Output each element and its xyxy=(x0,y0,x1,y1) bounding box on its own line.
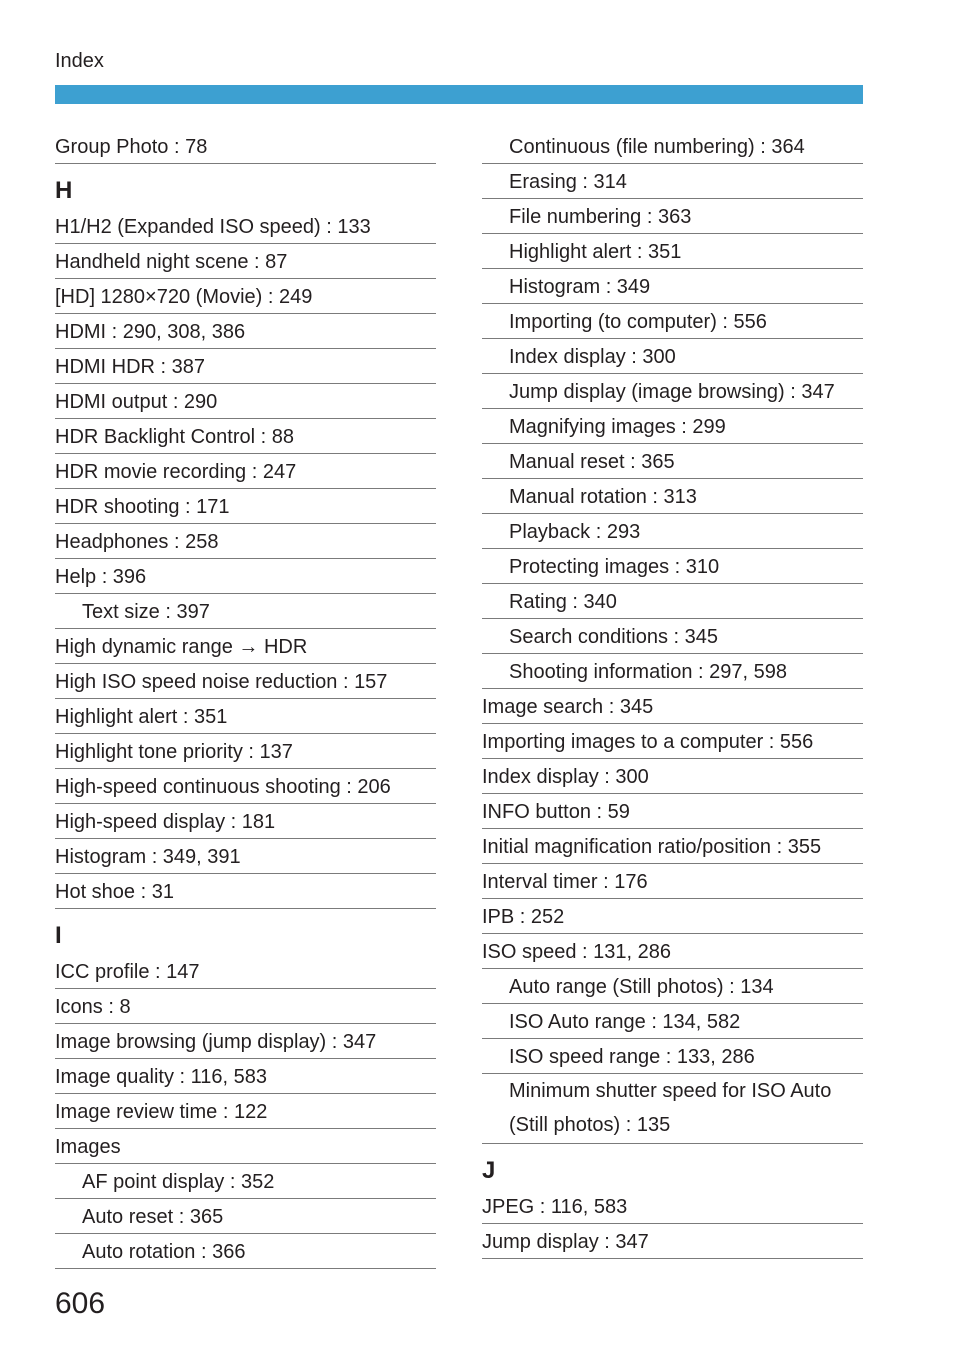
index-entry: ICC profile : 147 xyxy=(55,954,436,989)
index-entry: [HD] 1280×720 (Movie) : 249 xyxy=(55,279,436,314)
index-subentry: Index display : 300 xyxy=(482,339,863,374)
index-entry: HDR shooting : 171 xyxy=(55,489,436,524)
index-entry: High-speed display : 181 xyxy=(55,804,436,839)
index-entry: Interval timer : 176 xyxy=(482,864,863,899)
index-entry: HDMI HDR : 387 xyxy=(55,349,436,384)
index-subentry: Playback : 293 xyxy=(482,514,863,549)
index-entry: Group Photo : 78 xyxy=(55,129,436,164)
index-subentry: Highlight alert : 351 xyxy=(482,234,863,269)
index-subentry: ISO Auto range : 134, 582 xyxy=(482,1004,863,1039)
index-entry: Jump display : 347 xyxy=(482,1224,863,1259)
index-entry: Icons : 8 xyxy=(55,989,436,1024)
index-entry: High-speed continuous shooting : 206 xyxy=(55,769,436,804)
index-subentry: File numbering : 363 xyxy=(482,199,863,234)
index-entry: Highlight alert : 351 xyxy=(55,699,436,734)
index-subentry: Rating : 340 xyxy=(482,584,863,619)
index-column-right xyxy=(482,129,863,1259)
index-column-left xyxy=(55,129,436,1269)
index-entry: Initial magnification ratio/position : 355 xyxy=(482,829,863,864)
index-entry: Images xyxy=(55,1129,436,1164)
index-entry: Hot shoe : 31 xyxy=(55,874,436,909)
index-entry: Headphones : 258 xyxy=(55,524,436,559)
index-subentry-line: (Still photos) : 135 xyxy=(509,1114,671,1136)
index-letter-heading: I xyxy=(55,922,62,949)
section-label: Index xyxy=(55,50,104,72)
index-entry: H1/H2 (Expanded ISO speed) : 133 xyxy=(55,209,436,244)
index-entry: HDR Backlight Control : 88 xyxy=(55,419,436,454)
index-entry: INFO button : 59 xyxy=(482,794,863,829)
index-subentry xyxy=(482,1074,863,1144)
index-entry: Highlight tone priority : 137 xyxy=(55,734,436,769)
header-color-bar xyxy=(55,85,863,104)
index-entry: ISO speed : 131, 286 xyxy=(482,934,863,969)
index-subentry: Shooting information : 297, 598 xyxy=(482,654,863,689)
index-subentry: Continuous (file numbering) : 364 xyxy=(482,129,863,164)
index-entry: Importing images to a computer : 556 xyxy=(482,724,863,759)
index-subentry: Auto range (Still photos) : 134 xyxy=(482,969,863,1004)
index-subentry: Search conditions : 345 xyxy=(482,619,863,654)
index-entry: HDMI output : 290 xyxy=(55,384,436,419)
index-subentry: Histogram : 349 xyxy=(482,269,863,304)
index-subentry: Erasing : 314 xyxy=(482,164,863,199)
index-subentry: Manual reset : 365 xyxy=(482,444,863,479)
index-letter-heading: H xyxy=(55,177,73,204)
index-entry: HDMI : 290, 308, 386 xyxy=(55,314,436,349)
index-letter-heading: J xyxy=(482,1157,496,1184)
index-entry: IPB : 252 xyxy=(482,899,863,934)
index-subentry: Magnifying images : 299 xyxy=(482,409,863,444)
index-entry: Histogram : 349, 391 xyxy=(55,839,436,874)
index-entry: Image quality : 116, 583 xyxy=(55,1059,436,1094)
index-subentry: Auto reset : 365 xyxy=(55,1199,436,1234)
index-entry: Image review time : 122 xyxy=(55,1094,436,1129)
index-subentry: Auto rotation : 366 xyxy=(55,1234,436,1269)
index-subentry: Text size : 397 xyxy=(55,594,436,629)
index-entry: Index display : 300 xyxy=(482,759,863,794)
index-entry: Image browsing (jump display) : 347 xyxy=(55,1024,436,1059)
index-subentry-line: Minimum shutter speed for ISO Auto xyxy=(509,1080,832,1102)
index-entry: Handheld night scene : 87 xyxy=(55,244,436,279)
index-subentry: ISO speed range : 133, 286 xyxy=(482,1039,863,1074)
index-entry: HDR movie recording : 247 xyxy=(55,454,436,489)
index-subentry: Protecting images : 310 xyxy=(482,549,863,584)
index-subentry: AF point display : 352 xyxy=(55,1164,436,1199)
index-entry: Image search : 345 xyxy=(482,689,863,724)
page-number: 606 xyxy=(55,1287,106,1320)
index-entry: Help : 396 xyxy=(55,559,436,594)
index-subentry: Importing (to computer) : 556 xyxy=(482,304,863,339)
index-subentry: Jump display (image browsing) : 347 xyxy=(482,374,863,409)
index-subentry: Manual rotation : 313 xyxy=(482,479,863,514)
index-entry: High dynamic range → HDR xyxy=(55,629,436,664)
index-entry: High ISO speed noise reduction : 157 xyxy=(55,664,436,699)
index-entry: JPEG : 116, 583 xyxy=(482,1189,863,1224)
